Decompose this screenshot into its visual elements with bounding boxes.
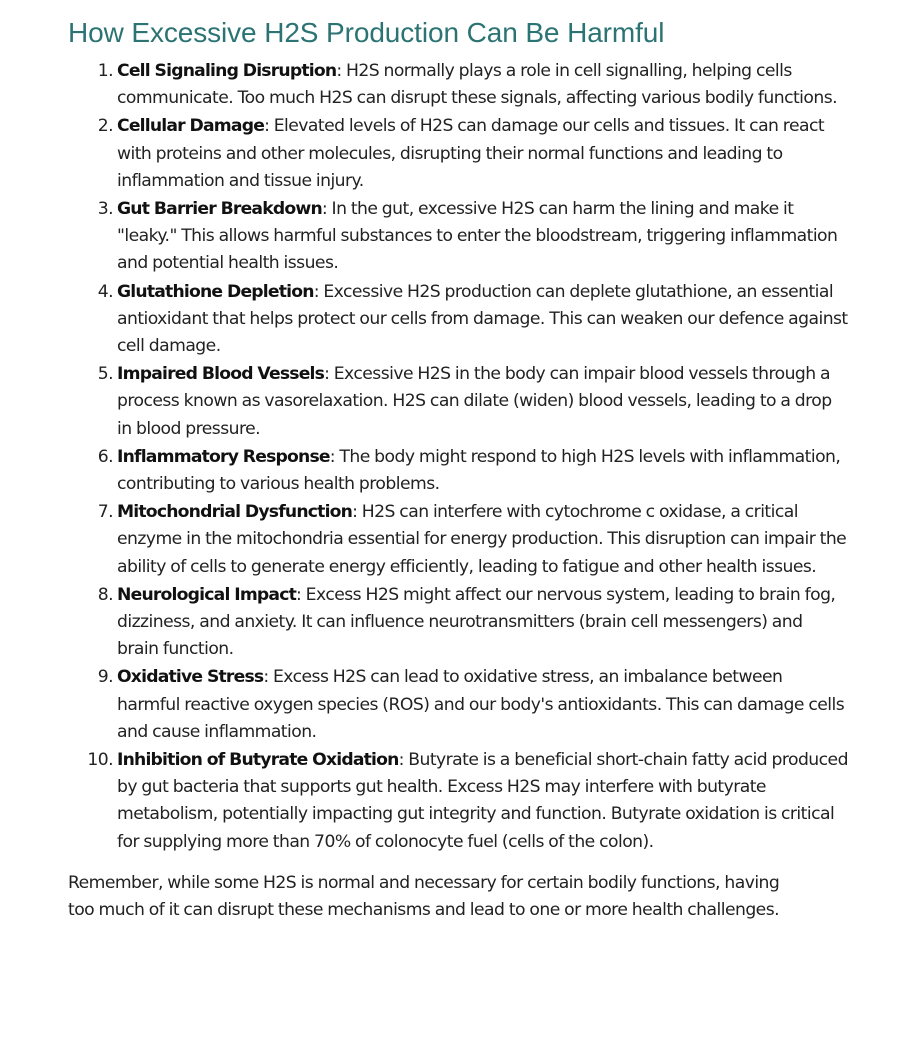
item-number: 1. (97, 61, 113, 81)
list-item (68, 582, 848, 664)
item-title: Gut Barrier Breakdown (117, 199, 322, 220)
item-title: Oxidative Stress (117, 667, 264, 688)
item-text: : Elevated levels of H2S can damage our cells and tissues. It can react with proteins and other molecules, disrupting their normal functions and leading to inflammation and tissue injury. (117, 116, 825, 191)
item-number: 5. (97, 364, 113, 385)
item-text: : Excessive H2S in the body can impair blood vessels through a process known as vasorelaxation. H2S can dilate (widen) blood vessels, leading to a drop in blood pressure. (117, 364, 832, 439)
item-text: : H2S normally plays a role in cell signalling, helping cells communicate. Too much H2S can disrupt these signals, affecting various bodily functions. (117, 61, 838, 109)
list-item (68, 58, 848, 112)
article-heading: How Excessive H2S Production Can Be Harmful (68, 17, 665, 48)
item-number: 8. (97, 584, 113, 605)
list-item (68, 499, 848, 581)
list-item (68, 196, 848, 278)
closing-paragraph: Remember, while some H2S is normal and necessary for certain bodily functions, having too much of it can disrupt these mechanisms and lead to one or more health challenges. (68, 872, 780, 920)
item-title: Neurological Impact (117, 584, 297, 605)
item-text: : Excess H2S might affect our nervous system, leading to brain fog, dizziness, and anxiety. It can influence neurotransmitters (brain cell messengers) and brain function. (117, 584, 836, 660)
item-text: : Butyrate is a beneficial short-chain fatty acid produced by gut bacteria that supports gut health. Excess H2S may interfere with butyrate metabolism, potentially impacting gut integrity and function. Butyrate oxidation is critical for supplying more than 70% of colonocyte fuel (cells of the colon). (117, 750, 848, 852)
item-number: 9. (97, 667, 113, 688)
item-number: 2. (97, 116, 113, 137)
item-text: : The body might respond to high H2S levels with inflammation, contributing to various health problems. (117, 446, 841, 495)
item-number: 7. (97, 502, 113, 523)
list-item (68, 279, 848, 361)
item-text: : Excess H2S can lead to oxidative stress, an imbalance between harmful reactive oxygen species (ROS) and our body's antioxidants. This can damage cells and cause inflammation. (117, 667, 845, 742)
article (68, 14, 848, 924)
item-text: : Excessive H2S production can deplete glutathione, an essential antioxidant that helps protect our cells from damage. This can weaken our defence against cell damage. (117, 281, 848, 357)
list-item (68, 361, 848, 443)
list-item (68, 664, 848, 746)
item-number: 10. (87, 750, 113, 771)
item-title: Inhibition of Butyrate Oxidation (117, 750, 399, 771)
list-item (68, 113, 848, 195)
item-number: 3. (97, 199, 113, 220)
item-title: Cellular Damage (117, 116, 265, 137)
item-title: Cell Signaling Disruption (117, 61, 337, 81)
item-number: 6. (97, 446, 113, 467)
list-item (68, 444, 848, 498)
item-title: Impaired Blood Vessels (117, 364, 325, 385)
item-text: : H2S can interfere with cytochrome c oxidase, a critical enzyme in the mitochondria essential for energy production. This disruption can impair the ability of cells to generate energy efficiently, leading to fatigue and other health issues. (117, 502, 847, 577)
item-number: 4. (97, 281, 113, 302)
list-item (68, 747, 848, 856)
item-title: Mitochondrial Dysfunction (117, 502, 353, 523)
harm-list (68, 58, 848, 856)
item-title: Glutathione Depletion (117, 281, 314, 302)
item-title: Inflammatory Response (117, 446, 330, 467)
item-text: : In the gut, excessive H2S can harm the lining and make it "leaky." This allows harmful substances to enter the bloodstream, triggering inflammation and potential health issues. (117, 199, 838, 274)
